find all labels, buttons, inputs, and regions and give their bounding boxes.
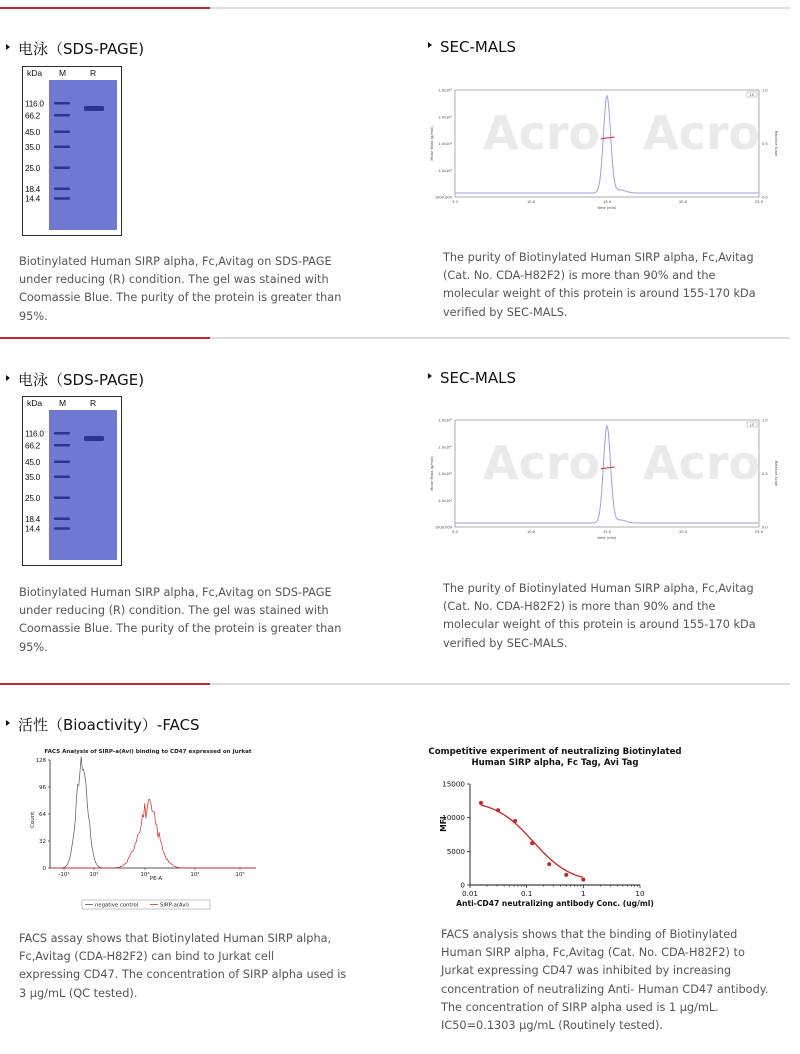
bullet-icon: [6, 375, 10, 381]
sds-page-gel-image: [22, 396, 122, 566]
mals-x-tick: 20.0: [678, 200, 688, 204]
comp-x-tick: 0.01: [461, 889, 479, 898]
marker-band: [54, 145, 70, 148]
marker-band: [54, 444, 70, 447]
comp-data-point: [547, 862, 551, 866]
marker-label: 14.4: [25, 523, 40, 534]
legend-label-negative: negative control: [95, 902, 139, 909]
facs-y-tick: 128: [35, 758, 46, 764]
bullet-icon: [6, 44, 10, 50]
desc-line: 3 μg/mL (QC tested).: [19, 986, 138, 1000]
desc-line: molecular weight of this protein is around 155-170 kDa: [443, 287, 756, 301]
competitive-description: [441, 926, 791, 1035]
desc-line: (Cat. No. CDA-H82F2) is more than 90% and the: [443, 600, 716, 614]
sds-page-heading-text: 电泳（SDS-PAGE): [18, 40, 145, 58]
marker-band: [54, 130, 70, 133]
mals-x-tick: 15.0: [602, 530, 612, 534]
comp-data-point: [581, 878, 585, 882]
comp-fit-curve: [481, 805, 583, 877]
comp-y-tick: 15000: [442, 779, 465, 789]
section-divider: [0, 337, 790, 339]
sec-mals-heading: [428, 38, 516, 56]
facs-curves: [50, 757, 255, 868]
comp-data-point: [513, 819, 517, 823]
marker-band: [54, 197, 70, 200]
marker-label: 25.0: [25, 162, 40, 173]
desc-line: Coomassie Blue. The purity of the protein is greater than: [19, 291, 342, 305]
legend-label-sirp: SIRP-a(Avi): [160, 902, 189, 909]
desc-line: verified by SEC-MALS.: [443, 636, 568, 650]
watermark-text: Acro: [643, 106, 761, 160]
bullet-icon: [428, 373, 432, 379]
desc-line: FACS analysis shows that the binding of Biotinylated: [441, 928, 738, 941]
mals-x-tick: 10.0: [526, 530, 536, 534]
desc-line: 95%.: [19, 309, 48, 323]
marker-band: [54, 114, 70, 117]
marker-band: [54, 527, 70, 530]
mals-x-tick: 20.0: [678, 530, 688, 534]
desc-line: expressing CD47. The concentration of SIRP alpha used is: [19, 968, 347, 982]
mals-y2-label: Relative Scale: [774, 460, 778, 487]
divider-accent: [0, 683, 210, 685]
sds-page-heading: [6, 369, 144, 390]
watermark-text: Acro: [643, 436, 761, 490]
mals-y2-tick: 0.5: [762, 142, 768, 146]
mals-y-tick: 1.0x10⁶: [438, 88, 452, 93]
chart-title-line1: Competitive experiment of neutralizing Biotinylated: [428, 747, 682, 757]
facs-description: [19, 930, 389, 1003]
mals-x-tick: 10.0: [526, 200, 536, 204]
marker-label: 116.0: [25, 428, 44, 439]
facs-y-label: Count: [30, 811, 36, 828]
mals-y-tick: 1.0x10⁵: [438, 445, 452, 450]
chart-title-line2: Human SIRP alpha, Fc Tag, Avi Tag: [471, 758, 639, 768]
sds-page-heading-text: 电泳（SDS-PAGE): [18, 371, 145, 389]
gel-header-r: R: [90, 68, 97, 78]
mals-y2-tick: 1.0: [762, 418, 768, 423]
desc-line: FACS assay shows that Biotinylated Human SIRP alpha,: [19, 932, 332, 945]
bioactivity-heading: [6, 714, 200, 735]
mals-y-tick: 1.0x10⁴: [438, 142, 452, 146]
gel-header-m: M: [59, 68, 67, 78]
mals-y2-tick: 0.5: [762, 472, 768, 476]
mals-x-tick: 25.0: [754, 530, 764, 534]
mals-y2-label: Relative Scale: [774, 130, 778, 157]
comp-x-label: Anti-CD47 neutralizing antibody Conc. (ug/ml): [456, 899, 654, 908]
mals-x-tick: 5.0: [452, 530, 458, 534]
desc-line: Biotinylated Human SIRP alpha, Fc,Avitag on SDS-PAGE: [19, 586, 332, 599]
desc-line: Fc,Avitag (CDA-H82F2) can bind to Jurkat cell: [19, 950, 275, 964]
desc-line: under reducing (R) condition. The gel was stained with: [19, 273, 329, 287]
comp-y-tick: 10000: [442, 813, 465, 823]
desc-line: The concentration of SIRP alpha used is 1 μg/mL.: [441, 1000, 719, 1014]
mals-legend-label: LS: [749, 92, 755, 97]
comp-data-point: [479, 801, 483, 805]
mals-y-label: Molar Mass (g/mol): [430, 126, 434, 161]
sec-mals-heading-text: SEC-MALS: [440, 38, 516, 56]
desc-line: 95%.: [19, 640, 48, 654]
comp-data-point: [496, 808, 500, 812]
comp-x-tick: 10: [635, 889, 645, 898]
marker-label: 25.0: [25, 492, 40, 503]
desc-line: (Cat. No. CDA-H82F2) is more than 90% and the: [443, 269, 716, 283]
divider-accent: [0, 7, 210, 9]
marker-label: 18.4: [25, 183, 40, 194]
watermark-text: Acro: [483, 106, 601, 160]
mals-x-label: time (min): [597, 206, 617, 210]
mals-legend-label: LS: [749, 422, 755, 427]
mals-y2-tick: 1.0: [762, 88, 768, 93]
marker-band: [54, 187, 70, 190]
desc-line: Biotinylated Human SIRP alpha, Fc,Avitag on SDS-PAGE: [19, 255, 332, 268]
facs-chart-title: FACS Analysis of SIRP-a(Avi) binding to CD47 expressed on Jurkat: [44, 749, 252, 755]
sec-mals-description: [443, 249, 783, 322]
sds-page-description: [19, 584, 379, 657]
sds-page-heading: [6, 38, 144, 59]
marker-label: 14.4: [25, 193, 40, 204]
mals-y-tick: 1.0x10³: [438, 168, 452, 173]
sample-band: [84, 436, 104, 441]
sds-page-gel-image: [22, 66, 122, 236]
marker-band: [54, 432, 70, 435]
facs-y-tick: 32: [39, 839, 46, 845]
divider-accent: [0, 337, 210, 339]
gel-header-kda: kDa: [27, 68, 43, 78]
desc-line: verified by SEC-MALS.: [443, 305, 568, 319]
section-divider: [0, 683, 790, 685]
facs-y-tick: 64: [39, 812, 46, 818]
marker-band: [54, 517, 70, 520]
marker-band: [54, 496, 70, 499]
mals-y-tick: 1.0x10⁵: [438, 115, 452, 120]
marker-label: 35.0: [25, 471, 40, 482]
section-purity-1: [0, 0, 800, 330]
mals-x-tick: 15.0: [602, 200, 612, 204]
facs-x-tick: 10³: [140, 872, 150, 878]
sds-page-description: [19, 253, 379, 326]
mals-y-tick: 1.0x10⁶: [438, 418, 452, 423]
desc-line: The purity of Biotinylated Human SIRP alpha, Fc,Avitag: [443, 582, 754, 595]
facs-legend: [82, 900, 210, 909]
marker-band: [54, 460, 70, 463]
mals-y2-tick: 0.0: [762, 195, 768, 200]
comp-y-tick: 0: [460, 880, 465, 890]
desc-line: Coomassie Blue. The purity of the protein is greater than: [19, 622, 342, 636]
sec-mals-chart-image: [428, 86, 778, 214]
competitive-data-points: [479, 801, 585, 882]
gel-header-r: R: [90, 398, 97, 408]
mals-y-tick: 1000.000: [434, 525, 452, 530]
marker-band: [54, 475, 70, 478]
desc-line: The purity of Biotinylated Human SIRP alpha, Fc,Avitag: [443, 251, 754, 264]
desc-line: Human SIRP alpha, Fc,Avitag (Cat. No. CDA-H82F2) to: [441, 946, 745, 960]
negative-control-curve: [50, 757, 255, 868]
sirp-binding-curve: [50, 799, 255, 868]
mals-x-tick: 5.0: [452, 200, 458, 204]
desc-line: IC50=0.1303 μg/mL (Routinely tested).: [441, 1019, 663, 1033]
comp-data-point: [530, 841, 534, 845]
marker-label: 66.2: [25, 110, 40, 121]
comp-x-tick: 1: [581, 889, 586, 898]
mals-x-label: time (min): [597, 536, 617, 540]
mals-y-label: Molar Mass (g/mol): [430, 456, 434, 491]
gel-header-kda: kDa: [27, 398, 43, 408]
sec-mals-heading-text: SEC-MALS: [440, 369, 516, 387]
facs-x-tick: -10¹: [58, 872, 70, 878]
competitive-axes: [442, 780, 645, 899]
section-divider: [0, 7, 790, 9]
sec-mals-heading: [428, 369, 516, 387]
desc-line: under reducing (R) condition. The gel was stained with: [19, 604, 329, 618]
facs-x-label: PE-A: [149, 876, 163, 882]
bullet-icon: [428, 42, 432, 48]
facs-histogram-chart: [26, 746, 262, 916]
marker-label: 45.0: [25, 456, 40, 467]
sample-band: [84, 106, 104, 111]
mals-y-tick: 1.0x10⁴: [438, 472, 452, 476]
marker-label: 45.0: [25, 126, 40, 137]
facs-x-tick: 10²: [89, 872, 99, 878]
bullet-icon: [6, 720, 10, 726]
desc-line: concentration of neutralizing Anti- Human CD47 antibody.: [441, 982, 769, 996]
gel-header-m: M: [59, 398, 67, 408]
marker-label: 116.0: [25, 98, 44, 109]
section-bioactivity: [0, 676, 800, 1054]
section-purity-2: [0, 330, 800, 680]
facs-y-tick: 96: [39, 785, 46, 791]
sec-mals-chart-image: [428, 416, 778, 544]
sec-mals-description: [443, 580, 783, 653]
marker-label: 35.0: [25, 141, 40, 152]
desc-line: Jurkat expressing CD47 was inhibited by increasing: [441, 964, 732, 978]
marker-label: 66.2: [25, 440, 40, 451]
watermark-text: Acro: [483, 436, 601, 490]
facs-x-tick: 10⁵: [235, 872, 245, 878]
facs-x-tick: 10⁴: [190, 872, 200, 878]
mals-y2-tick: 0.0: [762, 525, 768, 530]
comp-y-label: MFI: [439, 816, 448, 832]
comp-x-tick: 0.1: [520, 889, 533, 898]
marker-band: [54, 166, 70, 169]
mals-y-tick: 1000.000: [434, 195, 452, 200]
marker-label: 18.4: [25, 513, 40, 524]
desc-line: molecular weight of this protein is around 155-170 kDa: [443, 618, 756, 632]
comp-y-tick: 5000: [446, 846, 465, 856]
mals-x-tick: 25.0: [754, 200, 764, 204]
facs-y-tick: 0: [42, 866, 46, 872]
comp-data-point: [564, 873, 568, 877]
bioactivity-heading-text: 活性（Bioactivity）-FACS: [18, 716, 200, 734]
marker-band: [54, 102, 70, 105]
competitive-curve-chart: [430, 742, 690, 914]
mals-y-tick: 1.0x10³: [438, 498, 452, 503]
